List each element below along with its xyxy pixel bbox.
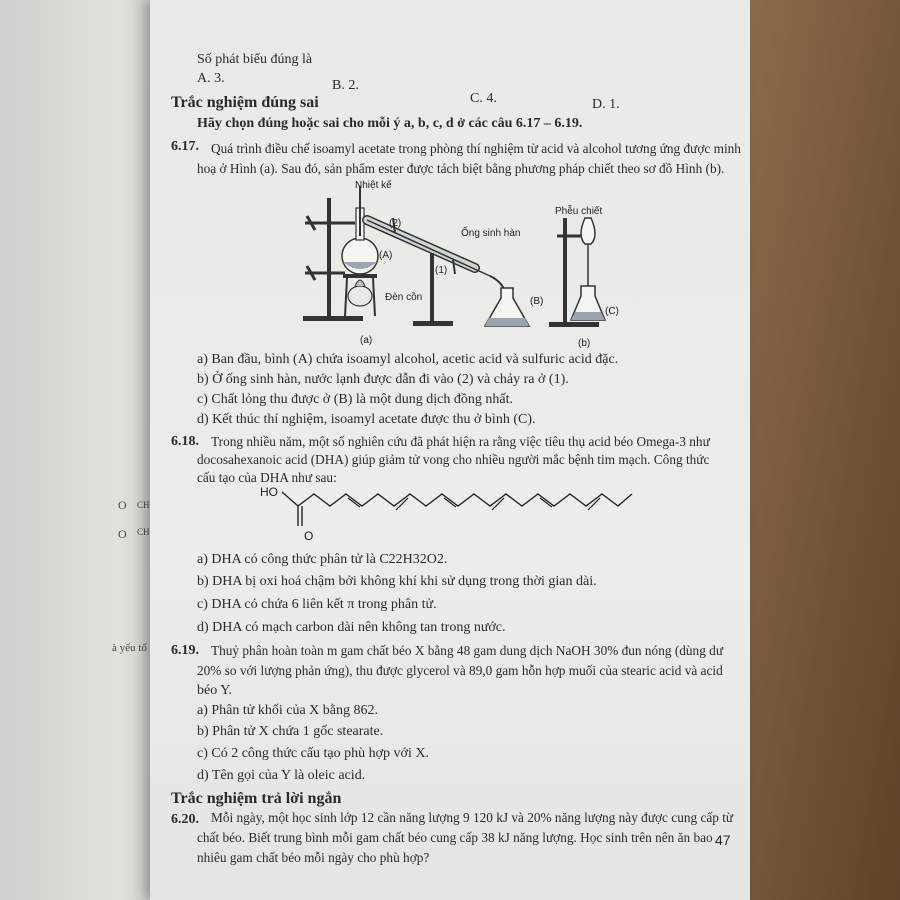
question-6-17-line: Quá trình điều chế isoamyl acetate trong phòng thí nghiệm từ acid và alcohol tương ứng được minh (211, 141, 741, 156)
prev-fragment: O (118, 498, 127, 512)
question-number-6-20: 6.20. (171, 812, 199, 827)
option-c: C. 4. (470, 91, 497, 106)
statement-6-19-b: b) Phân tử X chứa 1 gốc stearate. (197, 724, 384, 739)
label-C: (C) (605, 306, 619, 317)
label-funnel: Phễu chiết (555, 206, 603, 217)
question-6-19-line: béo Y. (197, 683, 232, 698)
option-b: B. 2. (332, 78, 359, 93)
option-d: D. 1. (592, 97, 620, 112)
statement-6-17-c: c) Chất lỏng thu được ở (B) là một dung dịch đồng nhất. (197, 392, 513, 407)
question-6-18-line: cấu tạo của DHA như sau: (197, 470, 337, 485)
label-fig-b: (b) (578, 338, 591, 349)
statement-6-18-b: b) DHA bị oxi hoá chậm bởi không khí khi sử dụng trong thời gian dài. (197, 574, 597, 589)
label-ho: HO (260, 485, 278, 499)
section-title-short-answer: Trắc nghiệm trả lời ngắn (171, 790, 342, 807)
prev-fragment: CH (137, 500, 150, 510)
label-oxygen: O (304, 529, 314, 542)
option-a: A. 3. (197, 71, 225, 86)
prev-fragment: à yếu tố (112, 642, 147, 654)
statement-6-19-d: d) Tên gọi của Y là oleic acid. (197, 768, 366, 783)
section-instruction: Hãy chọn đúng hoặc sai cho mỗi ý a, b, c, d ở các câu 6.17 – 6.19. (197, 116, 583, 131)
statement-6-19-a: a) Phân tử khối của X bằng 862. (197, 703, 378, 718)
statement-6-18-d: d) DHA có mạch carbon dài nên không tan trong nước. (197, 620, 506, 635)
label-condenser: Ống sinh hàn (461, 228, 521, 239)
previous-page (0, 0, 170, 900)
label-2: (2) (389, 218, 402, 229)
textbook-page (150, 0, 750, 900)
apparatus-figure (285, 178, 645, 350)
label-B: (B) (530, 296, 544, 307)
label-fig-a: (a) (360, 335, 373, 346)
question-number-6-17: 6.17. (171, 139, 199, 154)
page-number: 47 (715, 832, 731, 848)
statement-6-17-d: d) Kết thúc thí nghiệm, isoamyl acetate được thu ở bình (C). (197, 412, 536, 427)
statement-6-19-c: c) Có 2 công thức cấu tạo phù hợp với X. (197, 746, 429, 761)
question-number-6-18: 6.18. (171, 434, 199, 449)
label-thermometer: Nhiệt kế (355, 180, 392, 191)
statement-6-18-c: c) DHA có chứa 6 liên kết π trong phân tử. (197, 597, 437, 612)
question-6-17-line: hoạ ở Hình (a). Sau đó, sản phẩm ester được tách biệt bằng phương pháp chiết theo sơ đồ Hình (b). (197, 161, 725, 176)
question-6-20-line: chất béo. Biết trung bình mỗi gam chất béo cung cấp 38 kJ năng lượng. Học sinh trên nên ăn bao (197, 830, 713, 845)
question-6-20-line: nhiêu gam chất béo mỗi ngày cho phù hợp? (197, 850, 430, 865)
question-6-19-line: 20% so với lượng phản ứng), thu được glycerol và 89,0 gam hỗn hợp muối của stearic acid và acid (197, 663, 723, 678)
section-title-true-false: Trắc nghiệm đúng sai (171, 94, 319, 111)
statement-6-17-a: a) Ban đầu, bình (A) chứa isoamyl alcohol, acetic acid và sulfuric acid đặc. (197, 352, 619, 367)
prev-fragment: O (118, 527, 127, 541)
label-A: (A) (379, 250, 393, 261)
question-6-19-line: Thuỷ phân hoàn toàn m gam chất béo X bằng 48 gam dung dịch NaOH 30% đun nóng (dùng dư (211, 643, 724, 658)
label-1: (1) (435, 265, 448, 276)
question-6-18-line: docosahexanoic acid (DHA) giúp giảm tử vong cho nhiều người mắc bệnh tim mạch. Công thức (197, 452, 710, 467)
question-number-6-19: 6.19. (171, 643, 199, 658)
question-6-18-line: Trong nhiều năm, một số nghiên cứu đã phát hiện ra rằng việc tiêu thụ acid béo Omega-3 như (211, 434, 710, 449)
question-6-20-line: Mỗi ngày, một học sinh lớp 12 cần năng lượng 9 120 kJ và 20% năng lượng này được cung cấp từ (211, 810, 734, 825)
prev-fragment: CH (137, 527, 150, 537)
statement-6-18-a: a) DHA có công thức phân tử là C22H32O2. (197, 552, 448, 567)
label-burner: Đèn cồn (385, 292, 423, 303)
question-tail: Số phát biểu đúng là (197, 52, 313, 67)
dha-structure (260, 480, 640, 542)
statement-6-17-b: b) Ở ống sinh hàn, nước lạnh được dẫn đi vào (2) và chảy ra ở (1). (197, 372, 569, 387)
